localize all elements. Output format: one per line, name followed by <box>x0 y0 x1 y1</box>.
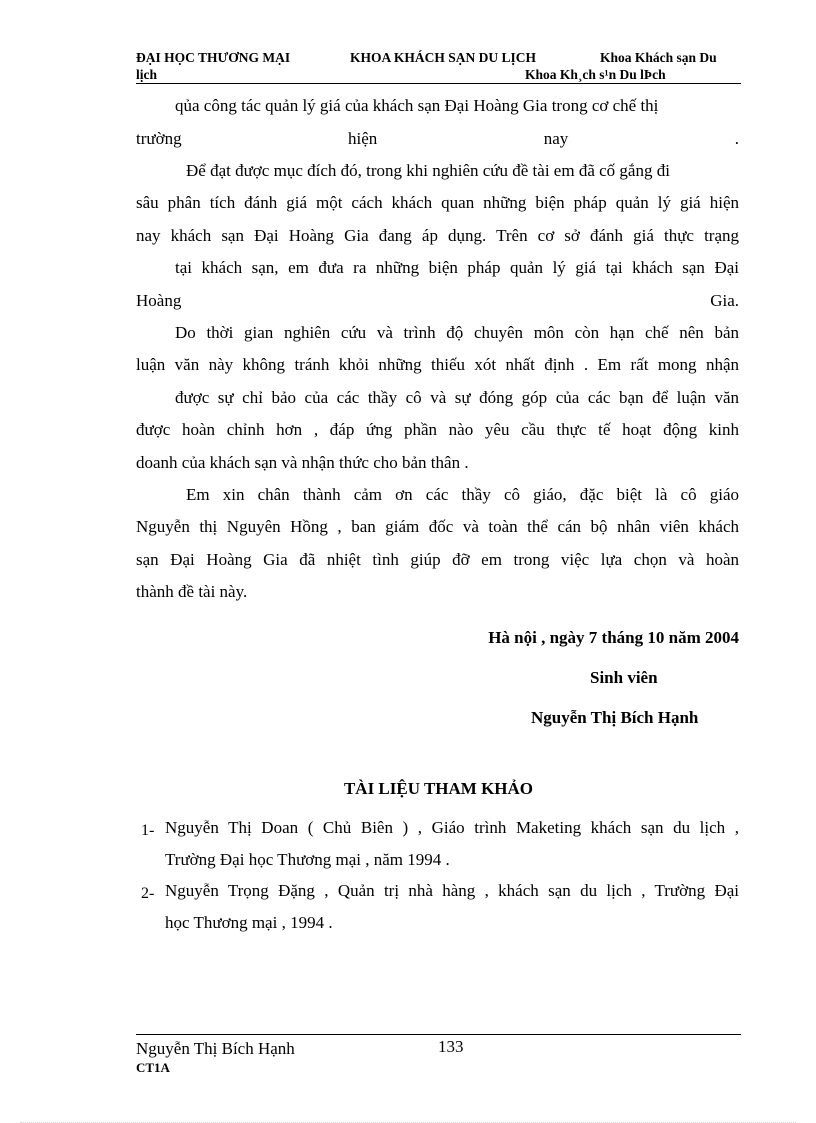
header-rule <box>136 83 741 84</box>
signature-role: Sinh viên <box>590 668 658 687</box>
reference-1-line-1: Nguyễn Thị Doan ( Chủ Biên ) , Giáo trình Maketing khách sạn du lịch , <box>165 818 739 837</box>
body-line-6: tại khách sạn, em đưa ra những biện pháp quản lý giá tại khách sạn Đại <box>175 258 739 277</box>
body-line-5: nay khách sạn Đại Hoàng Gia đang áp dụng. Trên cơ sở đánh giá thực trạng <box>136 226 739 245</box>
body-line-2: trường hiện nay . <box>136 129 739 148</box>
body-line-3: Để đạt được mục đích đó, trong khi nghiên cứu đề tài em đã cố gắng đi <box>186 161 670 180</box>
signature-date: Hà nội , ngày 7 tháng 10 năm 2004 <box>488 628 739 647</box>
header-faculty: KHOA KHÁCH SẠN DU LỊCH <box>350 50 537 65</box>
header-university: ĐẠI HỌC THƯƠNG MẠI <box>136 50 291 65</box>
body-line-13: Em xin chân thành cảm ơn các thầy cô giáo, đặc biệt là cô giáo <box>186 485 739 504</box>
body-line-9: luận văn này không tránh khỏi những thiếu xót nhất định . Em rất mong nhận <box>136 355 739 374</box>
body-line-7: Hoàng Gia. <box>136 291 739 310</box>
references-title: TÀI LIỆU THAM KHẢO <box>343 779 534 798</box>
header-faculty-right: Khoa Khách sạn Du <box>600 50 717 65</box>
body-line-10: được sự chỉ bảo của các thầy cô và sự đóng góp của các bạn để luận văn <box>175 388 739 407</box>
reference-number: 1- <box>141 822 155 839</box>
body-line-8: Do thời gian nghiên cứu và trình độ chuyên môn còn hạn chế nên bản <box>175 323 739 342</box>
body-line-4: sâu phân tích đánh giá một cách khách quan những biện pháp quản lý giá hiện <box>136 193 739 212</box>
reference-1-line-2: Trường Đại học Thương mại , năm 1994 . <box>165 850 450 869</box>
body-line-12: doanh của khách sạn và nhận thức cho bản thân . <box>136 453 469 472</box>
footer-page-number: 133 <box>438 1037 464 1056</box>
header-faculty-garbled: Khoa Kh¸ch s¹n Du lÞch <box>525 67 666 82</box>
body-line-11: được hoàn chỉnh hơn , đáp ứng phần nào yêu cầu thực tế hoạt động kinh <box>136 420 739 439</box>
body-line-1: qủa công tác quản lý giá của khách sạn Đại Hoàng Gia trong cơ chế thị <box>175 96 659 115</box>
reference-2-line-2: học Thương mại , 1994 . <box>165 913 333 932</box>
body-line-15: sạn Đại Hoàng Gia đã nhiệt tình giúp đỡ em trong việc lựa chọn và hoàn <box>136 550 739 569</box>
signature-name: Nguyễn Thị Bích Hạnh <box>531 708 699 727</box>
body-line-16: thành đề tài này. <box>136 582 248 601</box>
header-wrap-left: lịch <box>136 67 158 82</box>
footer-author: Nguyễn Thị Bích Hạnh <box>136 1039 295 1058</box>
body-line-14: Nguyễn thị Nguyên Hồng , ban giám đốc và toàn thể cán bộ nhân viên khách <box>136 517 739 536</box>
footer-class: CT1A <box>136 1060 170 1075</box>
reference-2-line-1: Nguyễn Trọng Đặng , Quản trị nhà hàng , khách sạn du lịch , Trường Đại <box>165 881 739 900</box>
reference-number: 2- <box>141 885 155 902</box>
footer-rule <box>136 1034 741 1035</box>
